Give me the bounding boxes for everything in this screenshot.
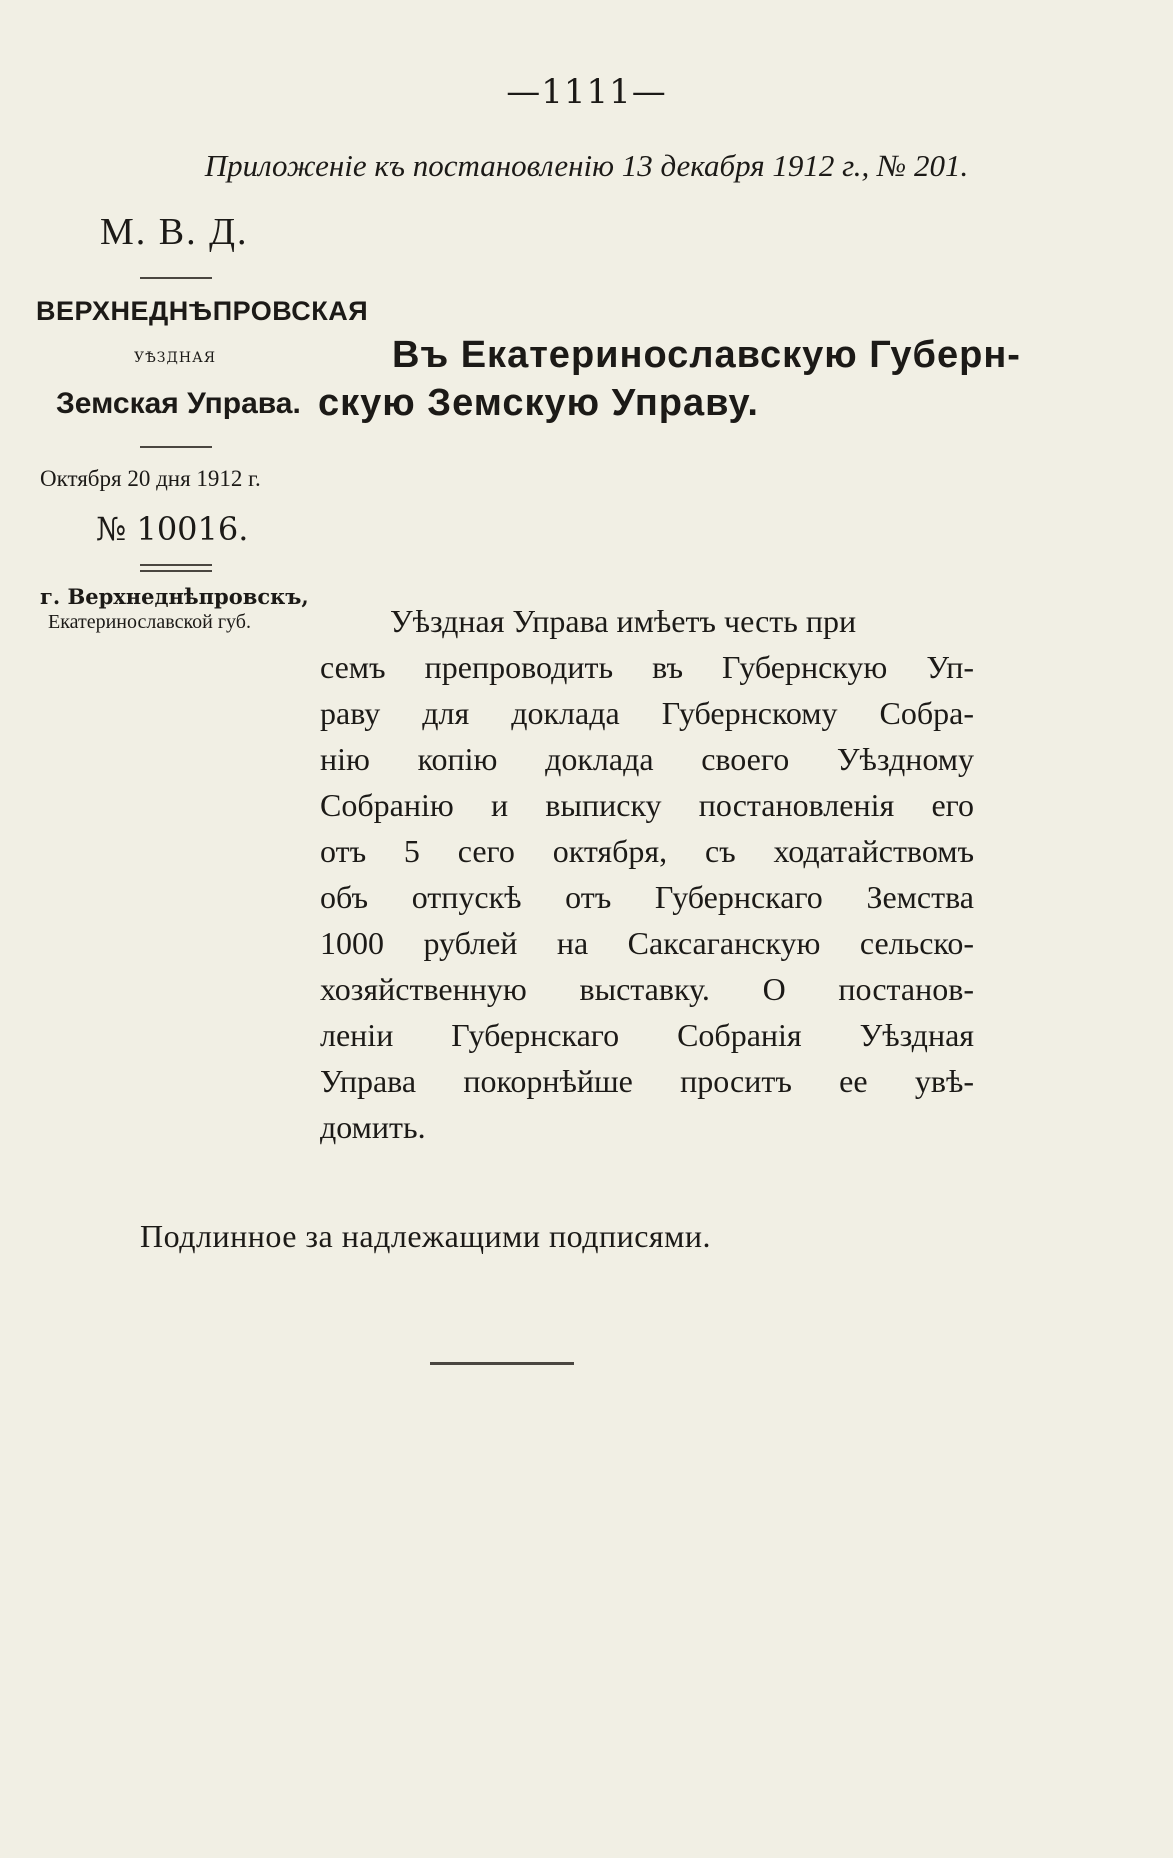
sender-org-body: Земская Управа. <box>56 387 301 420</box>
body-line: домить. <box>320 1109 426 1145</box>
body-line: леніи Губернскаго Собранія Уѣздная <box>320 1017 974 1053</box>
divider <box>140 446 212 448</box>
place-province: Екатеринославской губ. <box>48 611 251 633</box>
divider <box>140 277 212 279</box>
sender-org-type: УѢЗДНАЯ <box>134 350 217 366</box>
body-line: Управа покорнѣйше проситъ ее увѣ- <box>320 1063 974 1099</box>
ministry-abbreviation: М. В. Д. <box>100 211 249 253</box>
place-city: г. Верхнеднѣпровскъ, <box>40 584 309 609</box>
page-number: —1111— <box>506 72 667 112</box>
body-line: 1000 рублей на Саксаганскую сельско- <box>320 925 974 961</box>
appendix-reference: Приложеніе къ постановленію 13 декабря 1912 г., № 201. <box>204 148 969 183</box>
body-line: Уѣздная Управа имѣетъ честь при <box>390 603 857 639</box>
letter-date: Октября 20 дня 1912 г. <box>40 466 261 491</box>
closing-line: Подлинное за надлежащими подписями. <box>140 1218 712 1254</box>
document-number: № 10016. <box>96 510 249 548</box>
sender-org-name: ВЕРХНЕДНѢПРОВСКАЯ <box>36 296 369 326</box>
body-line: Собранію и выписку постановленія его <box>320 787 974 823</box>
body-line: нію копію доклада своего Уѣздному <box>320 741 974 777</box>
body-line: семъ препроводить въ Губернскую Уп- <box>320 649 974 685</box>
body-line: отъ 5 сего октября, съ ходатайствомъ <box>320 833 974 869</box>
end-rule <box>430 1362 574 1365</box>
body-line: хозяйственную выставку. О постанов- <box>320 971 974 1007</box>
body-line: объ отпускѣ отъ Губернскаго Земства <box>320 879 974 915</box>
addressee-line-1: Въ Екатеринославскую Губерн- <box>392 334 1021 376</box>
addressee-line-2: скую Земскую Управу. <box>318 382 759 424</box>
double-divider <box>140 564 212 572</box>
body-line: раву для доклада Губернскому Собра- <box>320 695 974 731</box>
